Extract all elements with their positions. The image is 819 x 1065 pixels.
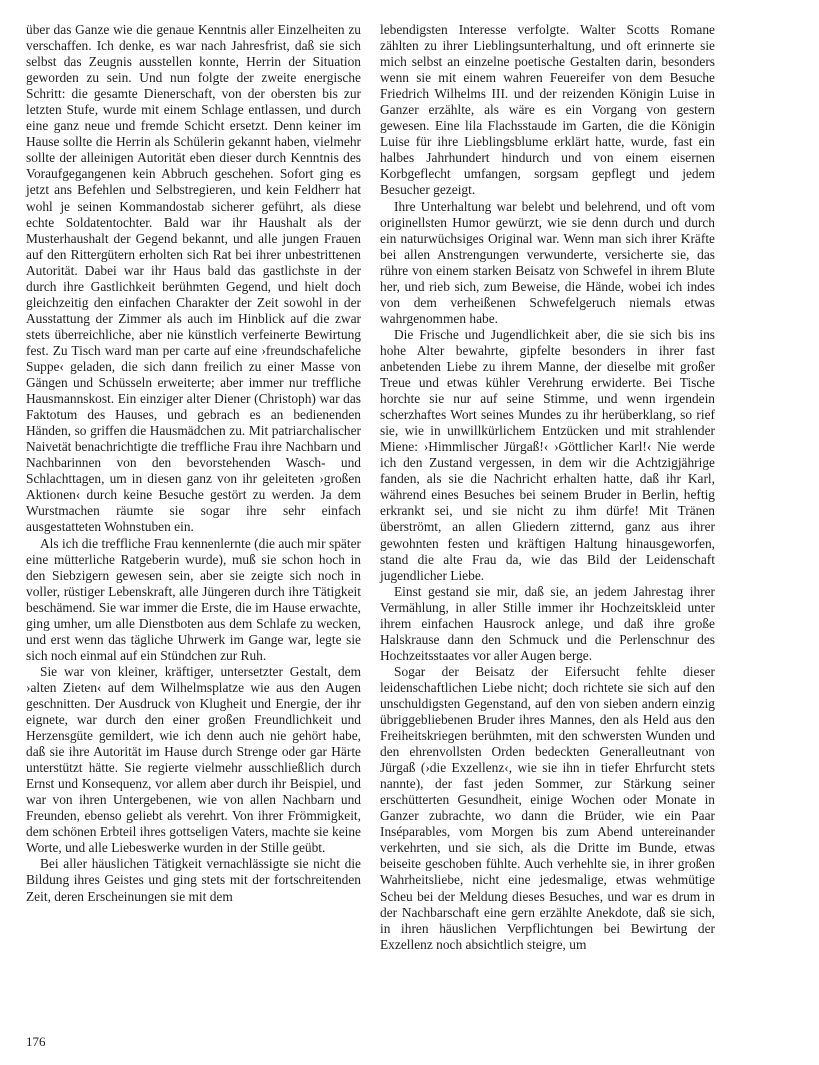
paragraph: Die Frische und Jugendlichkeit aber, die sie sich bis ins hohe Alter bewahrte, gipfelte besonders in ihrer fast anbetenden Liebe zu ihrem Manne, der dieselbe mit großer Treue und etwas kühler Verehrung erwiderte. Bei Tische horchte sie nur auf seine Stimme, und wenn irgendein scherzhaftes Wort seines Mundes zu ihr herüberklang, so rief sie, wie in unwillkürlichem Entzücken und mit strahlender Miene: ›Himmlischer Jürgaß!‹ ›Göttlicher Karl!‹ Nie werde ich den Zustand vergessen, in dem wir die Achtzigjährige fanden, als sie die Nachricht erhalten hatte, daß ihr Karl, während eines Besuches bei seinem Bruder in Berlin, heftig erkrankt sei, und sie nicht zu ihm dürfe! Mit Tränen überströmt, an allen Gliedern zitternd, ganz aus ihrer gewohnten festen und kräftigen Haltung hinausgeworfen, stand die alte Frau da, wie das Bild der Leidenschaft jugendlicher Liebe. xyxy=(380,326,715,583)
paragraph: Ihre Unterhaltung war belebt und belehrend, und oft vom originellsten Humor gewürzt, wie sie denn durch und durch ein naturwüchsiges Original war. Wenn man sich ihrer Kräfte bei allen Anstrengungen verwunderte, versicherte sie, das rühre von einem starken Beisatz von Schwefel in ihrem Blute her, und rieb sich, zum Beweise, die Hände, wobei ich indes von dem verheißenen Schwefelgeruch niemals etwas wahrgenommen habe. xyxy=(380,198,715,326)
right-column xyxy=(380,22,715,953)
paragraph: Bei aller häuslichen Tätigkeit vernachlässigte sie nicht die Bildung ihres Geistes und ging stets mit der fortschreitenden Zeit, deren Erscheinungen sie mit dem xyxy=(26,856,361,904)
paragraph: Sogar der Beisatz der Eifersucht fehlte dieser leidenschaftlichen Liebe nicht; doch richtete sie sich auf den unschuldigsten Gegenstand, auf den von sieben andern einzig übriggebliebenen Bruder ihres Mannes, den als Held aus den Freiheitskriegen berühmten, mit den schwersten Wunden und den ehrenvollsten Orden bedeckten Generalleutnant von Jürgaß (›die Exzellenz‹, wie sie ihn in tiefer Ehrfurcht stets nannte), der fast jeden Sommer, zur Stärkung seiner erschütterten Gesundheit, einige Wochen oder Monate in Ganzer zubrachte, wo dann die Brüder, wie ein Paar Inséparables, vom Morgen bis zum Abend untereinander verkehrten, und sie sich, als die Dritte im Bunde, etwas beiseite geschoben fühlte. Auch verhehlte sie, in ihrer großen Wahrheitsliebe, nicht eine jedesmalige, etwas wehmütige Scheu bei der Meldung dieses Besuches, und war es drum in der Nachbarschaft eine gern erzählte Anekdote, daß sie sich, in ihren häuslichen Verpflichtungen bei Bewirtung der Exzellenz noch absichtlich steigre, um xyxy=(380,663,715,952)
page-number: 176 xyxy=(26,1034,46,1049)
paragraph: über das Ganze wie die genaue Kenntnis aller Einzelheiten zu verschaffen. Ich denke, es war nach Jahresfrist, daß sie sich selbst das Zeugnis ausstellen konnte, Herrin der Situation geworden zu sein. Und nun folgte der zweite energische Schritt: die gesamte Dienerschaft, von der obersten bis zur letzten Stufe, wurde mit einem Schlage entlassen, und durch eine ganz neue und fremde Schicht ersetzt. Denn keiner im Hause sollte die Herrin als Schülerin gekannt haben, vielmehr sollte der alleinigen Autorität eben dieser durch Kenntnis des Voraufgegangenen kein Abbruch geschehen. Sofort ging es jetzt ans Befehlen und Selbstregieren, und kein Feldherr hat wohl je seinen Kommandostab sicherer geführt, als diese echte Soldatentochter. Bald war ihr Haushalt als der Musterhaushalt der Gegend bekannt, und alle jungen Frauen auf den Rittergütern erholten sich Rat bei ihrer unbestrittenen Autorität. Dabei war ihr Haus bald das gastlichste in der durch ihre Gastlichkeit berühmten Gegend, und hielt doch gleichzeitig den einfachen Charakter der Zeit sowohl in der Ausstattung der Zimmer als auch im Hinblick auf die zwar stets überreichliche, aber nie künstlich verfeinerte Bewirtung fest. Zu Tisch ward man per carte auf eine ›freundschafeliche Suppe‹ geladen, die sich dann freilich zu einer Masse von Gängen und Schüsseln erweiterte; aber immer nur treffliche Hausmannskost. Ein einziger alter Diener (Christoph) war das Faktotum des Hauses, und gebrach es an bedienenden Händen, so griffen die Hausmädchen zu. Mit patriarchalischer Naivetät benachrichtigte die treffliche Frau ihre Nachbarn und Nachbarinnen von den bevorstehenden Wasch- und Schlachttagen, um in diesen ganz von ihr geleiteten ›großen Aktionen‹ durch keine Besuche gestört zu werden. Ja dem Wurstmachen räumte sie sogar ihre sehr einfach ausgestatteten Wohnstuben ein. xyxy=(26,22,361,535)
paragraph: lebendigsten Interesse verfolgte. Walter Scotts Romane zählten zu ihrer Lieblingsunterhaltung, und oft erinnerte sie mich selbst an einzelne poetische Gestalten darin, besonders wenn sie mit einem wahren Feuereifer von dem Besuche Friedrich Wilhelms III. und der reizenden Königin Luise in Ganzer erzählte, als wäre es ein Vorgang von gestern gewesen. Eine lila Flachsstaude im Garten, die die Königin Luise für ihre Lieblingsblume erklärt hatte, wurde, fast ein halbes Jahrhundert hindurch und von einem eisernen Korbgeflecht umfangen, sorgsam gepflegt und jedem Besucher gezeigt. xyxy=(380,22,715,198)
paragraph: Einst gestand sie mir, daß sie, an jedem Jahrestag ihrer Vermählung, in aller Stille immer ihr Hochzeitskleid unter ihrem einfachen Hausrock anlege, und daß ihre große Halskrause dann den Schmuck und die Perlenschnur des Hochzeitsstaates vor aller Augen berge. xyxy=(380,583,715,663)
paragraph: Als ich die treffliche Frau kennenlernte (die auch mir später eine mütterliche Ratgeberin wurde), muß sie schon hoch in den Siebzigern gewesen sein, aber sie zeigte sich noch in voller, rüstiger Lebenskraft, alle Jüngeren durch ihre Tätigkeit beschämend. Sie war immer die Erste, die im Hause erwachte, ging umher, um alle Dienstboten aus dem Schlafe zu wecken, und erst wenn das tägliche Uhrwerk im Gange war, legte sie sich noch einmal auf ein Stündchen zur Ruh. xyxy=(26,535,361,663)
paragraph: Sie war von kleiner, kräftiger, untersetzter Gestalt, dem ›alten Zieten‹ auf dem Wilhelmsplatze wie aus den Augen geschnitten. Der Ausdruck von Klugheit und Energie, der ihr eignete, war durch den einer großen Freundlichkeit und Herzensgüte gemildert, wie ich denn auch nie gehört habe, daß sie ihre Autorität im Hause durch Strenge oder gar Härte unterstützt hätte. Sie regierte vielmehr ausschließlich durch Ernst und Konsequenz, vor allem aber durch ihr Beispiel, und war von ihren Untergebenen, wie von allen Nachbarn und Freunden, ebenso geliebt als verehrt. Von ihrer Frömmigkeit, dem schönen Erbteil ihres gottseligen Vaters, machte sie keine Worte, und alle Liebeswerke wurden in der Stille geübt. xyxy=(26,663,361,856)
left-column xyxy=(26,22,361,905)
